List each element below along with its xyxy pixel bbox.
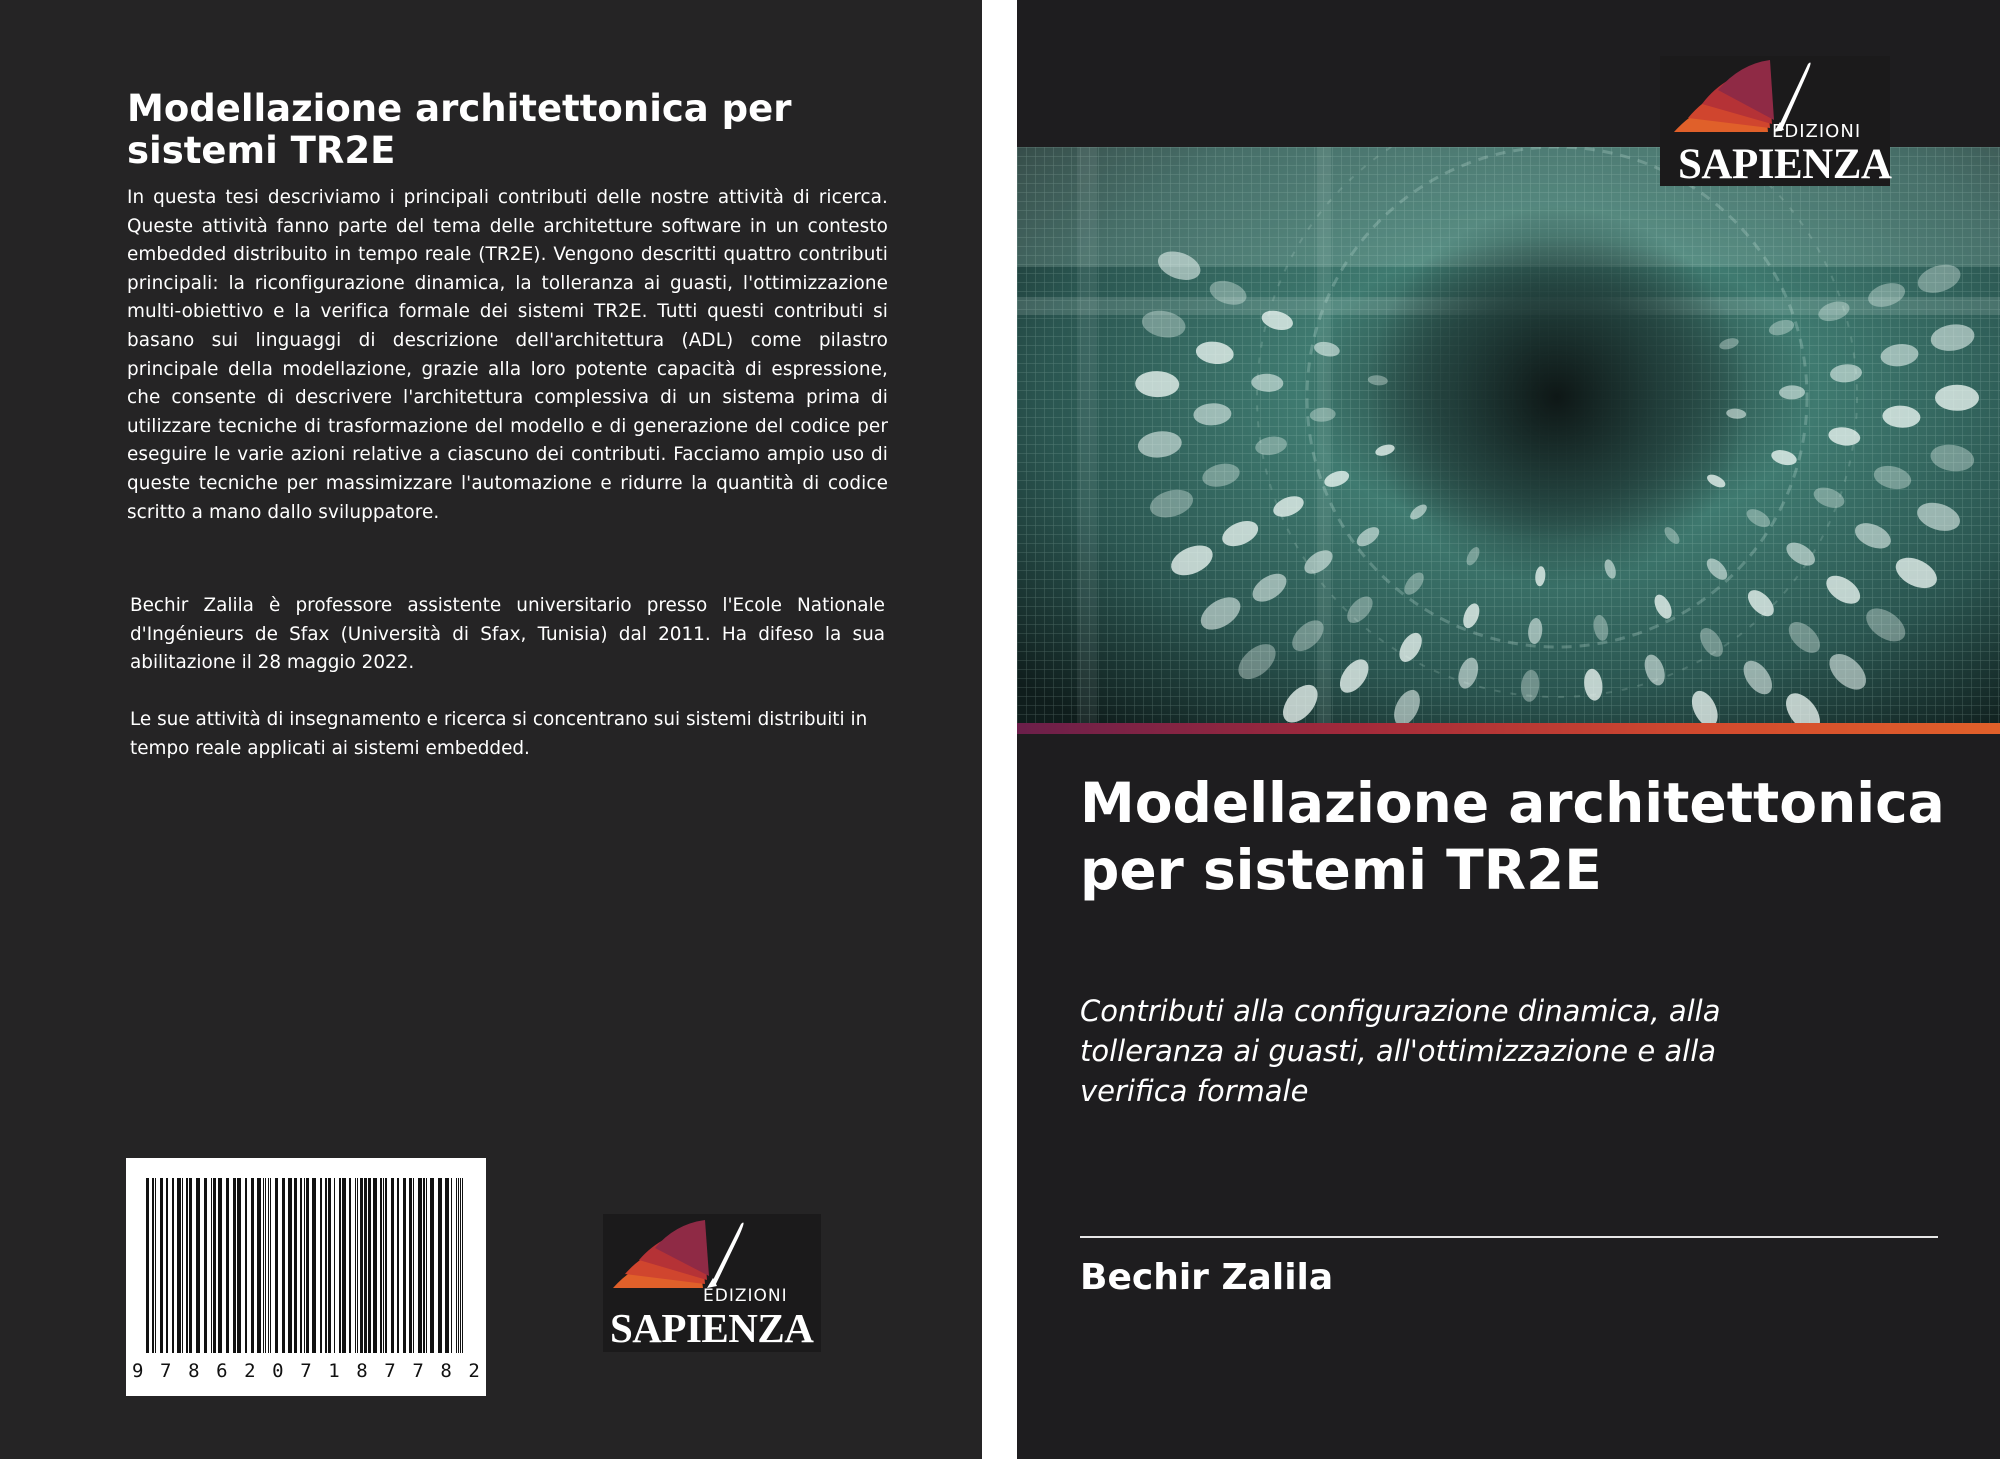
barcode-bar: [275, 1178, 278, 1353]
barcode-bars: [126, 1158, 486, 1358]
barcode-bar: [456, 1178, 457, 1353]
isbn-digit: 8: [188, 1360, 200, 1382]
barcode-bar: [418, 1178, 422, 1353]
isbn-digit: 2: [468, 1360, 480, 1382]
publisher-logo-front: [1660, 56, 1890, 186]
barcode-bar: [339, 1178, 341, 1353]
isbn-number: [132, 1360, 480, 1382]
barcode-bar: [312, 1178, 316, 1353]
barcode-bar: [430, 1178, 434, 1353]
barcode-bar: [160, 1178, 163, 1353]
barcode-bar: [373, 1178, 377, 1353]
isbn-digit: 8: [356, 1360, 368, 1382]
isbn-digit: 7: [412, 1360, 424, 1382]
barcode-bar: [218, 1178, 222, 1353]
barcode-bar: [245, 1178, 247, 1353]
barcode-bar: [320, 1178, 322, 1353]
barcode-bar: [451, 1178, 452, 1353]
back-cover-title: Modellazione architettonica per sistemi TR2E: [127, 87, 792, 172]
barcode-bar: [334, 1178, 335, 1353]
digital-eye-artwork: [1017, 147, 2000, 723]
barcode-bar: [438, 1178, 442, 1353]
barcode-bar: [189, 1178, 192, 1353]
isbn-digit: 0: [272, 1360, 284, 1382]
barcode-bar: [172, 1178, 174, 1353]
isbn-digit: 7: [300, 1360, 312, 1382]
barcode-bar: [213, 1178, 216, 1353]
barcode-bar: [342, 1178, 346, 1353]
barcode-bar: [166, 1178, 168, 1353]
barcode-bar: [182, 1178, 183, 1353]
accent-bar: [1017, 723, 2000, 734]
barcode-bar: [328, 1178, 331, 1353]
barcode-bar: [357, 1178, 358, 1353]
barcode-bar: [380, 1178, 382, 1353]
isbn-digit: 7: [160, 1360, 172, 1382]
isbn-digit: 7: [384, 1360, 396, 1382]
barcode-bar: [385, 1178, 387, 1353]
barcode-bar: [413, 1178, 414, 1353]
barcode-bar: [445, 1178, 449, 1353]
barcode-bar: [306, 1178, 309, 1353]
barcode-bar: [233, 1178, 236, 1353]
barcode-bar: [364, 1178, 367, 1353]
barcode-bar: [460, 1178, 461, 1353]
back-cover-blurb: In questa tesi descriviamo i principali contributi delle nostre attività di ricerca. Queste attività fanno parte del tema delle architetture software in un contesto embedded distribuito in tempo reale (TR2E). Vengono descritti quattro contributi principali: la riconfigurazione dinamica, la tolleranza ai guasti, l'ottimizzazione multi-obiettivo e la verifica formale dei sistemi TR2E. Tutti questi contributi si basano sui linguaggi di descrizione dell'architettura (ADL) come pilastro principale della modellazione, grazie alla loro potente capacità di espressione, che consente di descrivere l'architettura complessiva di un sistema prima di utilizzare tecniche di trasformazione del modello e di generazione del codice per eseguire le varie azioni relative a ciascuno dei contributi. Facciamo ampio uso di queste tecniche per massimizzare l'automazione e ridurre la quantità di codice scritto a mano dallo sviluppatore.: [127, 187, 888, 523]
barcode-bar: [270, 1178, 271, 1353]
barcode-bar: [304, 1178, 305, 1353]
barcode-bar: [196, 1178, 200, 1353]
barcode-bar: [263, 1178, 264, 1353]
barcode-bar: [282, 1178, 285, 1353]
barcode-bar: [409, 1178, 412, 1353]
barcode-bar: [360, 1178, 363, 1353]
isbn-digit: 1: [328, 1360, 340, 1382]
publisher-line2: SAPIENZA: [1678, 141, 1892, 188]
barcode-bar: [251, 1178, 254, 1353]
barcode-bar: [349, 1178, 351, 1353]
barcode-bar: [403, 1178, 406, 1353]
barcode-bar: [325, 1178, 327, 1353]
glow-dot: [1935, 385, 1979, 411]
front-cover-title: Modellazione architettonica per sistemi TR2E: [1080, 771, 1945, 902]
cover-image: [1017, 147, 2000, 723]
barcode-bar: [265, 1178, 266, 1353]
barcode-bar: [146, 1178, 149, 1353]
barcode-bar: [177, 1178, 181, 1353]
front-cover-author: Bechir Zalila: [1080, 1257, 1334, 1298]
barcode-bar: [257, 1178, 261, 1353]
barcode-bar: [155, 1178, 156, 1353]
barcode-bar: [204, 1178, 207, 1353]
spine-gap: [982, 0, 1017, 1459]
author-bio-research: Le sue attività di insegnamento e ricerca si concentrano sui sistemi distribuiti in tempo reale applicati ai sistemi embedded.: [130, 709, 868, 759]
barcode-bar: [300, 1178, 302, 1353]
isbn-barcode: [126, 1158, 486, 1396]
barcode-bar: [211, 1178, 212, 1353]
barcode-bar: [426, 1178, 427, 1353]
barcode-bar: [355, 1178, 356, 1353]
barcode-bar: [423, 1178, 425, 1353]
isbn-digit: 8: [440, 1360, 452, 1382]
barcode-bar: [288, 1178, 292, 1353]
author-bio: Bechir Zalila è professore assistente universitario presso l'Ecole Nationale d'Ingénieurs de Sfax (Università di Sfax, Tunisia) dal 2011. Ha difeso la sua abilitazione il 28 maggio 2022.: [130, 595, 885, 674]
isbn-digit: 2: [244, 1360, 256, 1382]
barcode-bar: [458, 1178, 459, 1353]
barcode-bar: [226, 1178, 229, 1353]
barcode-bar: [294, 1178, 297, 1353]
barcode-bar: [383, 1178, 384, 1353]
barcode-bar: [397, 1178, 399, 1353]
divider: [1080, 1236, 1938, 1238]
isbn-digit: 6: [216, 1360, 228, 1382]
barcode-bar: [152, 1178, 154, 1353]
publisher-line1: EDIZIONI: [1772, 121, 1862, 142]
barcode-bar: [462, 1178, 463, 1353]
barcode-bar: [186, 1178, 188, 1353]
barcode-bar: [268, 1178, 269, 1353]
isbn-digit: 9: [132, 1360, 144, 1382]
barcode-bar: [368, 1178, 371, 1353]
publisher-logo-back: [603, 1214, 821, 1352]
barcode-bar: [237, 1178, 241, 1353]
publisher-line1: EDIZIONI: [703, 1286, 788, 1306]
barcode-bar: [391, 1178, 394, 1353]
front-cover-subtitle: Contributi alla configurazione dinamica, alla tolleranza ai guasti, all'ottimizzazione e alla verifica formale: [1080, 994, 1721, 1108]
publisher-line2: SAPIENZA: [610, 1305, 814, 1351]
